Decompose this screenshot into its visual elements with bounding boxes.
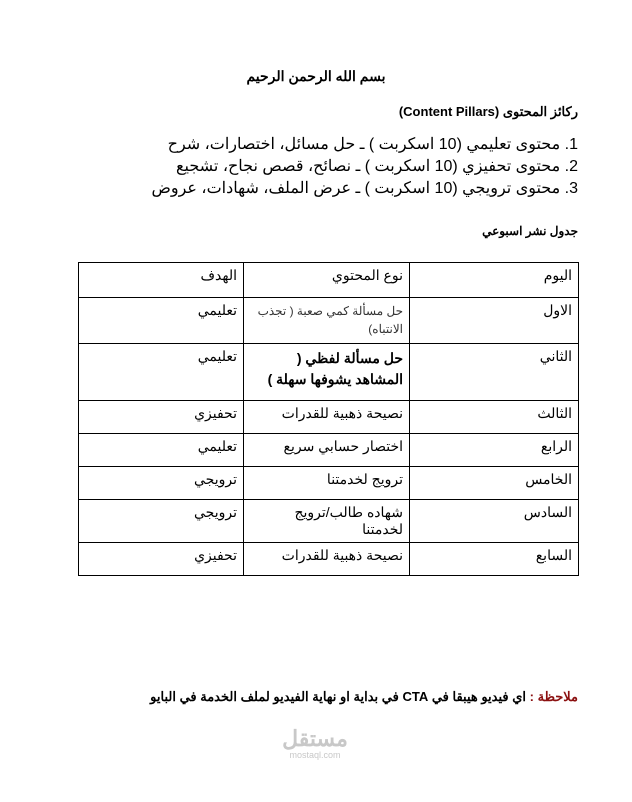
- cell-day: السادس: [410, 500, 579, 543]
- cell-day: السابع: [410, 543, 579, 576]
- watermark-logo: [265, 728, 365, 760]
- cell-content-type: نصيحة ذهبية للقدرات: [244, 543, 410, 576]
- pillars-list: [152, 134, 578, 200]
- cell-goal: تعليمي: [79, 344, 244, 401]
- cell-content-type: شهاده طالب/ترويج لخدمتنا: [244, 500, 410, 543]
- cell-day: الثاني: [410, 344, 579, 401]
- table-row: [79, 543, 579, 576]
- cell-goal: ترويجي: [79, 467, 244, 500]
- pillars-heading: ركائز المحتوى (Content Pillars): [398, 104, 578, 119]
- table-header-row: [79, 263, 579, 298]
- header-day: اليوم: [410, 263, 579, 298]
- pillar-item: 2. محتوى تحفيزي (10 اسكربت ) ـ نصائح، قصص نجاح، تشجيع: [175, 158, 578, 175]
- cell-content-type: حل مسألة لفظي ( المشاهد يشوفها سهلة ): [244, 344, 410, 401]
- schedule-heading: جدول نشر اسبوعي: [482, 224, 578, 238]
- note: [58, 684, 578, 710]
- cell-content-type: نصيحة ذهبية للقدرات: [244, 401, 410, 434]
- document-title: بسم الله الرحمن الرحيم: [246, 68, 386, 84]
- note-text: اي فيديو هيبقا في CTA في بداية او نهاية الفيديو لملف الخدمة في البايو: [150, 689, 530, 704]
- cell-content-type: ترويج لخدمتنا: [244, 467, 410, 500]
- cell-day: الرابع: [410, 434, 579, 467]
- cell-goal: تحفيزي: [79, 543, 244, 576]
- cell-day: الاول: [410, 298, 579, 344]
- table-row: [79, 500, 579, 543]
- cell-goal: تحفيزي: [79, 401, 244, 434]
- cell-goal: تعليمي: [79, 298, 244, 344]
- table-row: [79, 298, 579, 344]
- pillar-item: 1. محتوى تعليمي (10 اسكربت ) ـ حل مسائل، اختصارات، شرح: [167, 136, 578, 153]
- schedule-table: [78, 262, 579, 576]
- pillar-item: 3. محتوى ترويجي (10 اسكربت ) ـ عرض الملف، شهادات، عروض: [151, 180, 578, 197]
- table-row: [79, 344, 579, 401]
- watermark-en: mostaql.com: [289, 750, 341, 760]
- cell-goal: تعليمي: [79, 434, 244, 467]
- header-goal: الهدف: [79, 263, 244, 298]
- table-row: [79, 467, 579, 500]
- cell-day: الثالث: [410, 401, 579, 434]
- cell-day: الخامس: [410, 467, 579, 500]
- table-row: [79, 434, 579, 467]
- table-row: [79, 401, 579, 434]
- cell-content-type: حل مسألة كمي صعبة ( تجذب الانتباه): [244, 298, 410, 344]
- note-label: ملاحظة :: [529, 689, 578, 704]
- header-content-type: نوع المحتوي: [244, 263, 410, 298]
- cell-content-type: اختصار حسابي سريع: [244, 434, 410, 467]
- cell-goal: ترويجي: [79, 500, 244, 543]
- watermark-ar: مستقل: [282, 726, 348, 751]
